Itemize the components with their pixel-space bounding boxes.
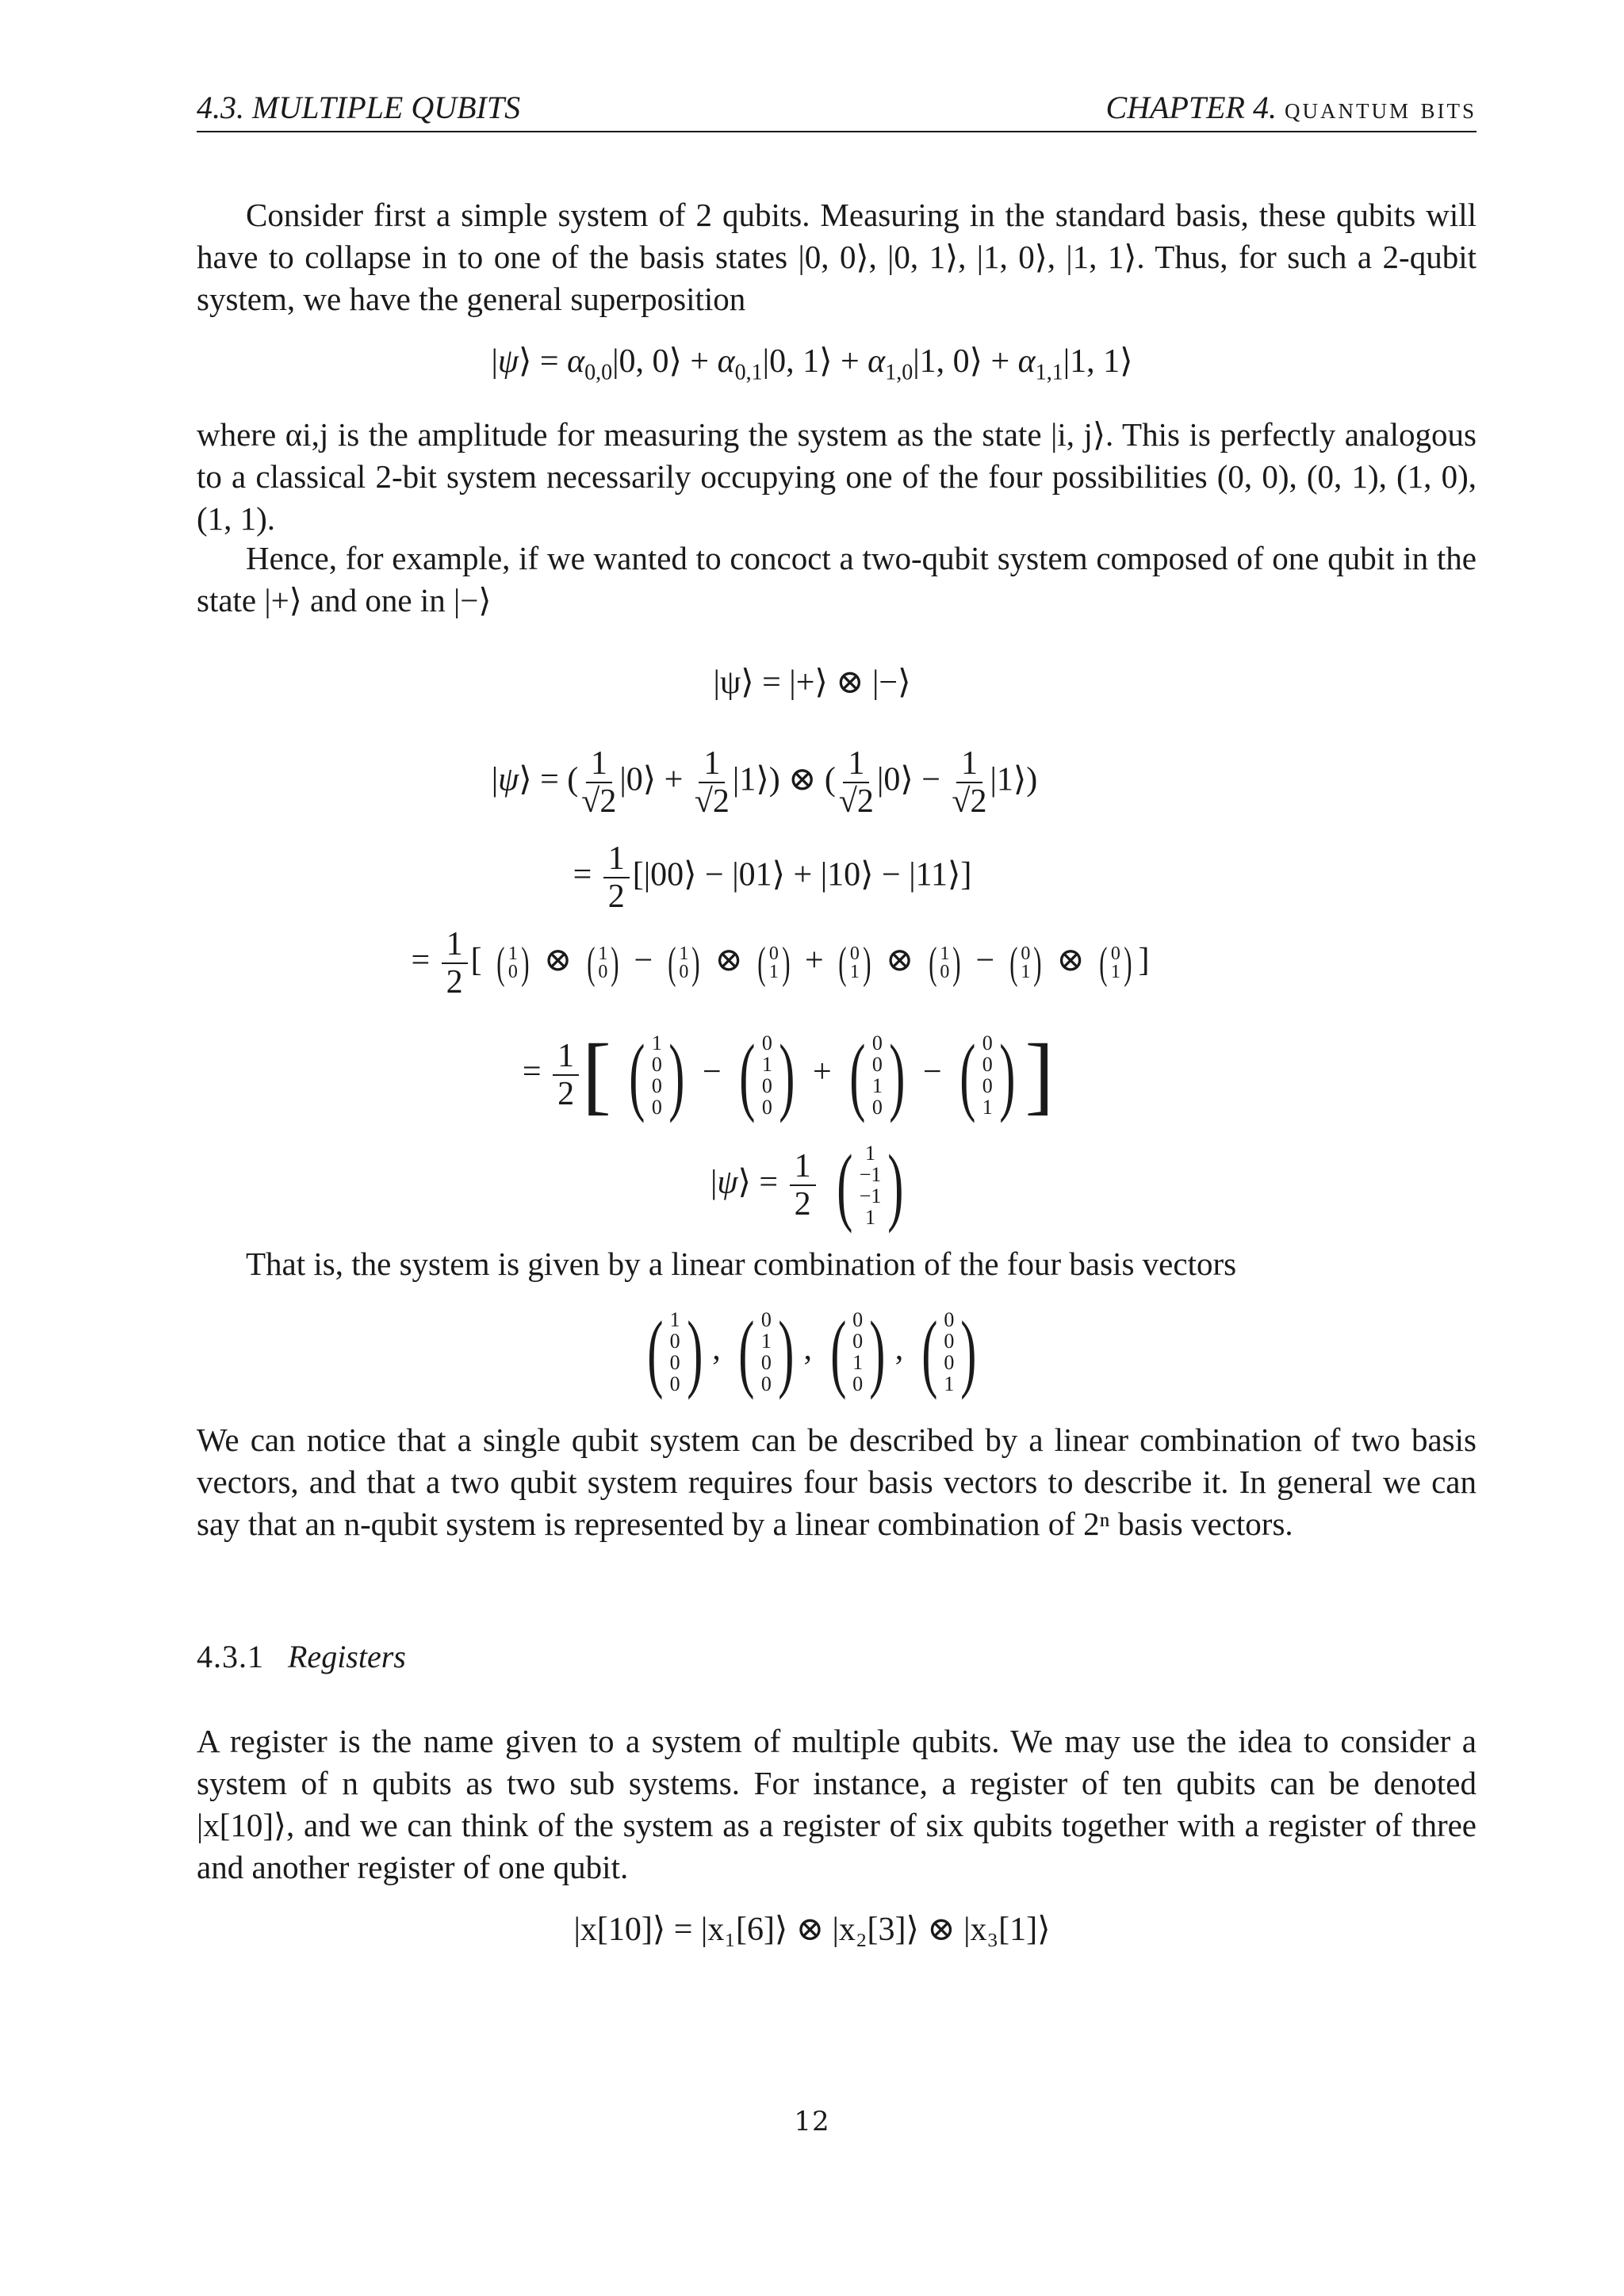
paragraph-example: Hence, for example, if we wanted to concoct a two-qubit system composed of one qubit in the state |+⟩ and one in |−⟩ — [197, 540, 1477, 618]
equation-result-vector: |ψ⟩ = $\frac{1}{2}$ ( 1 −1 −1 1 ) — [710, 1137, 904, 1234]
equation-expanded-product: |ψ⟩ = ( $\frac{1}{√2}$ |0⟩ + $\frac{1}{√2}$ |1⟩) ⊗ ( $\frac{1}{√2}$ |0⟩ − $\frac{1}{√2}$ |1⟩) — [491, 745, 1038, 820]
equation-general-superposition: |ψ⟩ = $\alpha_{0,0}|0$, 0⟩ + $\alpha_{0,1}|0$, 1⟩ + $\alpha_{1,0}|1$, 0⟩ + $\alpha_{1,1}|1$, 1⟩ — [491, 343, 1133, 385]
equation-basis-vectors: ( 1 0 0 0 ) , ( 0 1 0 0 ) , ( 0 0 1 0 ) , ( 0 0 0 1 ) — [647, 1303, 977, 1400]
section-title: Registers — [288, 1639, 406, 1674]
paragraph-n-qubit: We can notice that a single qubit system can be described by a linear combination of two basis vectors, and that a two qubit system requires four basis vectors to describe it. In general we can say that an n-qubit system is represented by a linear combination of 2ⁿ basis vectors. — [197, 1422, 1477, 1542]
section-number: 4.3.1 — [197, 1639, 264, 1674]
section-heading — [197, 1638, 406, 1675]
paragraph-amplitude: where αi,j is the amplitude for measuring the system as the state |i, j⟩. This is perfectly analogous to a classical 2-bit system necessarily occupying one of the four possibilities (0, 0), (0, 1), (1, 0), (1, 1). — [197, 416, 1477, 537]
running-header-left: 4.3. MULTIPLE QUBITS — [197, 90, 521, 125]
page-number: 12 — [794, 2106, 830, 2137]
equation-ket-expansion: = $\frac{1}{2}$ [|00⟩ − |01⟩ + |10⟩ − |11⟩] — [573, 840, 972, 915]
chapter-label: CHAPTER 4. — [1105, 90, 1277, 125]
equation-register-split: |x[10]⟩ = |x₁[6]⟩ ⊗ |x₂[3]⟩ ⊗ |x₃[1]⟩ — [573, 1911, 1051, 1948]
paragraph-basis-vectors: That is, the system is given by a linear combination of the four basis vectors — [246, 1246, 1237, 1282]
equation-tensor-plus-minus: |ψ⟩ = |+⟩ ⊗ |−⟩ — [713, 664, 911, 701]
equation-vector-tensor: = $\frac{1}{2}$ [ ( 1 0 ) ⊗ ( 1 0 ) − ( 1 0 ) ⊗ ( 0 1 ) + ( 0 1 ) ⊗ ( 1 0 ) − ( 0 1 ) ⊗ ( 0 1 ) ] — [411, 926, 1150, 1001]
paragraph-intro: Consider first a simple system of 2 qubits. Measuring in the standard basis, these qubits will have to collapse in to one of the basis states |0, 0⟩, |0, 1⟩, |1, 0⟩, |1, 1⟩. Thus, for such a 2-qubit system, we have the general superposition — [197, 197, 1477, 317]
header-rule — [197, 131, 1477, 132]
paragraph-register: A register is the name given to a system of multiple qubits. We may use the idea to consider a system of n qubits as two sub systems. For instance, a register of ten qubits can be denoted |x[10]⟩, and we can think of the system as a register of six qubits together with a register of three and another register of one qubit. — [197, 1723, 1477, 1885]
equation-column-vectors: = $\frac{1}{2}$ [ ( 1 0 0 0 ) − ( 0 1 0 0 ) + ( 0 0 1 0 ) − ( 0 0 0 1 ) ] — [522, 1026, 1055, 1123]
chapter-title: quantum bits — [1284, 92, 1477, 125]
ket-expansion-terms: [|00⟩ − |01⟩ + |10⟩ − |11⟩] — [632, 856, 972, 894]
running-header-right — [1105, 89, 1477, 126]
